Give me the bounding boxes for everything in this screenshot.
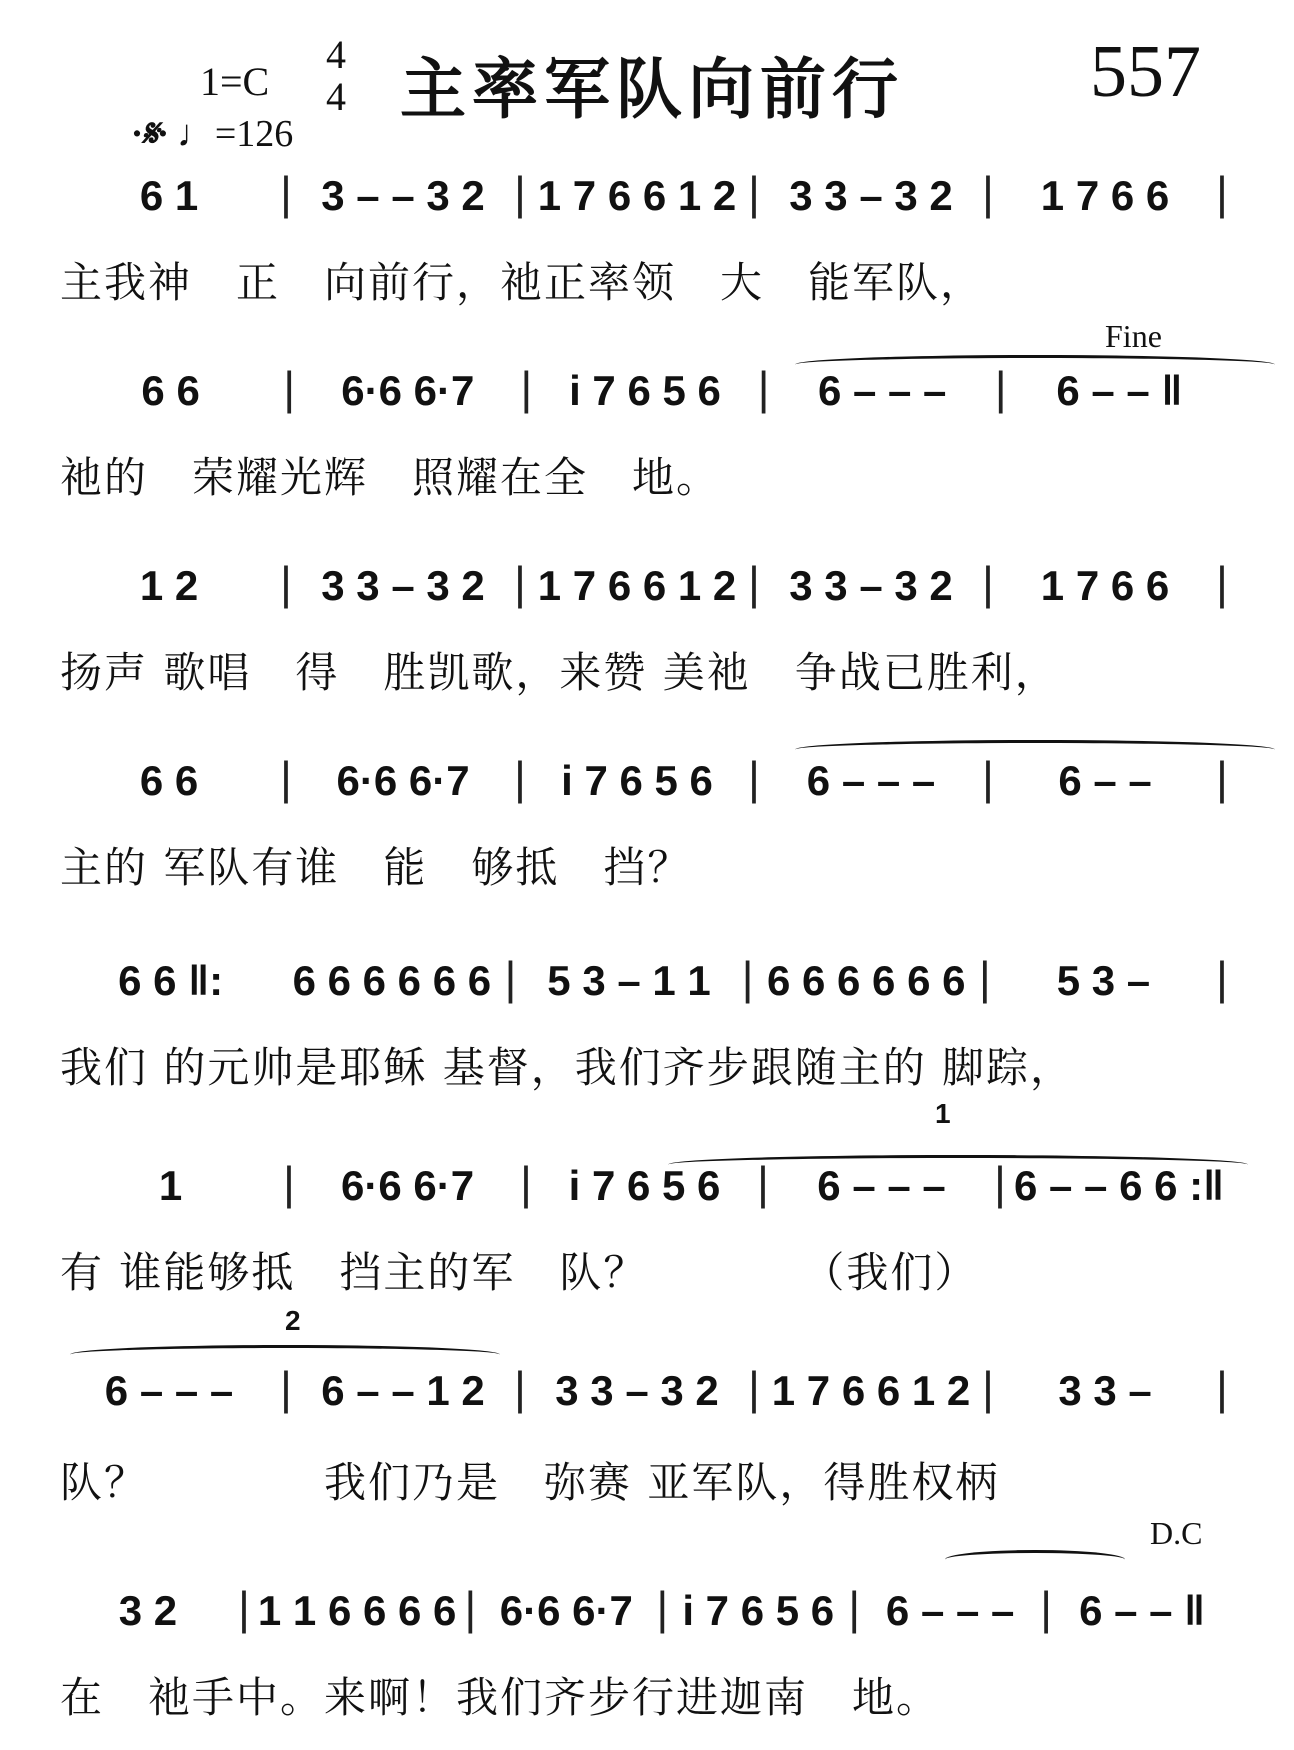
measure: 6 – – – [885,1587,1015,1634]
measure: 6 – – – [817,1162,946,1209]
measure: 6·6 6·7 [341,367,475,414]
measure: 6 – – – [104,1367,234,1414]
meter-top: 4 [326,32,346,77]
measure: 1 7 6 6 [1040,562,1170,609]
barline: | [283,362,296,414]
measure: 6 6 ‖: [118,957,224,1004]
measure: 6 6 [141,367,200,414]
barline: | [1216,557,1228,609]
lyric-line [60,640,1230,700]
barline: | [514,752,526,804]
barline: | [283,1157,295,1209]
measure: 3 3 – 3 2 [321,562,485,609]
lyric-line [60,1665,1230,1725]
barline: | [1216,167,1228,219]
measure: 1 7 6 6 1 2 [771,1367,971,1414]
notation-line [60,745,1230,805]
notation-line [60,550,1230,610]
barline: | [982,167,994,219]
measure: 6·6 6·7 [336,757,470,804]
barline: | [978,952,991,1004]
measure: 1 7 6 6 [1040,172,1170,219]
measure: 6 – – 1 2 [321,1367,485,1414]
measure: 3 3 – [1058,1367,1152,1414]
dc-mark: D.C [1150,1515,1203,1551]
barline: | [757,1157,769,1209]
segno-icon: ·𝄋· [132,113,168,155]
lyric-line [60,250,1230,310]
measure: 3 2 [118,1587,178,1634]
lyric-text: 扬声 歌唱 得 胜凯歌，来赞 美祂 争战已胜利， [60,648,1059,697]
measure: 6 – – 6 6 :‖ [1014,1162,1225,1209]
measure: 3 3 – 3 2 [789,562,953,609]
notation-line [60,1355,1230,1415]
measure: 1 1 6 6 6 6 [257,1587,457,1634]
barline: | [280,557,292,609]
notation-line [60,160,1230,220]
measure: 6 1 [139,172,199,219]
notation-line [60,1150,1230,1210]
lyric-line [60,445,1230,505]
barline: | [280,167,292,219]
measure: 6 – – – [806,757,936,804]
measure: 5 3 – 1 1 [547,957,711,1004]
barline: | [994,362,1007,414]
barline: | [514,1362,526,1414]
barline: | [982,557,994,609]
barline: | [280,752,292,804]
barline: | [280,1362,292,1414]
measure: 5 3 – [1056,957,1151,1004]
lyric-text: 祂的 荣耀光辉 照耀在全 地。 [60,453,721,502]
barline: | [748,752,760,804]
volta-2-bracket: 2 [285,1305,301,1336]
measure: 6·6 6·7 [499,1587,633,1634]
meter-bottom: 4 [326,74,346,119]
measure: i 7 6 5 6 [561,757,713,804]
lyric-text: 主我神 正 向前行，祂正率领 大 能军队， [60,258,985,307]
measure: 1 7 6 6 1 2 [537,562,737,609]
barline: | [994,1157,1006,1209]
barline: | [1216,952,1228,1004]
barline: | [982,752,994,804]
measure: 6 – – [1058,757,1152,804]
barline: | [656,1582,669,1634]
measure: 3 – – 3 2 [321,172,485,219]
barline: | [237,1582,250,1634]
hymn-title: 主率军队向前行 [400,51,904,128]
notation-line [60,355,1230,415]
lyric-line [60,1035,1230,1095]
barline: | [1216,752,1228,804]
barline: | [464,1582,477,1634]
measure: 6 – – ‖ [1079,1587,1206,1634]
measure: 3 3 – 3 2 [789,172,953,219]
time-signature [318,34,354,118]
measure: 6 6 [139,757,199,804]
hymn-number: 557 [1090,31,1201,113]
key-signature: 1=C [200,59,270,104]
measure: 6 – – ‖ [1056,367,1183,414]
lyric-text: 有 谁能够抵 挡主的军 队？ （我们） [60,1248,979,1297]
measure: i 7 6 5 6 [569,367,721,414]
lyric-text: 我们 的元帅是耶稣 基督，我们齐步跟随主的 脚踪， [60,1043,1075,1092]
barline: | [982,1362,994,1414]
lyric-line [60,835,1230,895]
barline: | [748,557,760,609]
barline: | [1216,1362,1228,1414]
measure: 1 7 6 6 1 2 [537,172,737,219]
barline: | [520,362,533,414]
fine-mark: Fine [1105,318,1162,354]
notation-line [60,1575,1230,1635]
measure: 6 6 6 6 6 6 [292,957,492,1004]
lyric-text: 在 祂手中。来啊！我们齐步行进迦南 地。 [60,1673,941,1722]
notation-line [60,945,1230,1005]
barline: | [748,167,760,219]
measure: 3 3 – 3 2 [555,1367,719,1414]
lyric-text: 队？ 我们乃是 弥赛 亚军队，得胜权柄 [60,1458,1000,1507]
lyric-text: 主的 军队有谁 能 够抵 挡？ [60,843,692,892]
barline: | [848,1582,861,1634]
barline: | [741,952,754,1004]
volta-1-bracket: 1 [935,1098,951,1129]
lyric-line [60,1450,1230,1510]
measure: 1 2 [139,562,199,609]
measure: 1 [158,1162,183,1209]
tempo-value: ♩=126 [176,113,294,155]
barline: | [514,557,526,609]
measure: i 7 6 5 6 [682,1587,835,1634]
barline: | [1040,1582,1053,1634]
barline: | [748,1362,760,1414]
measure: 6 6 6 6 6 6 [766,957,966,1004]
measure: i 7 6 5 6 [568,1162,721,1209]
barline: | [504,952,517,1004]
tempo-marking [132,112,293,156]
lyric-line [60,1240,1230,1300]
barline: | [520,1157,532,1209]
barline: | [514,167,526,219]
barline: | [757,362,770,414]
measure: 6 – – – [817,367,947,414]
tie-arc [945,1550,1125,1569]
measure: 6·6 6·7 [340,1162,475,1209]
